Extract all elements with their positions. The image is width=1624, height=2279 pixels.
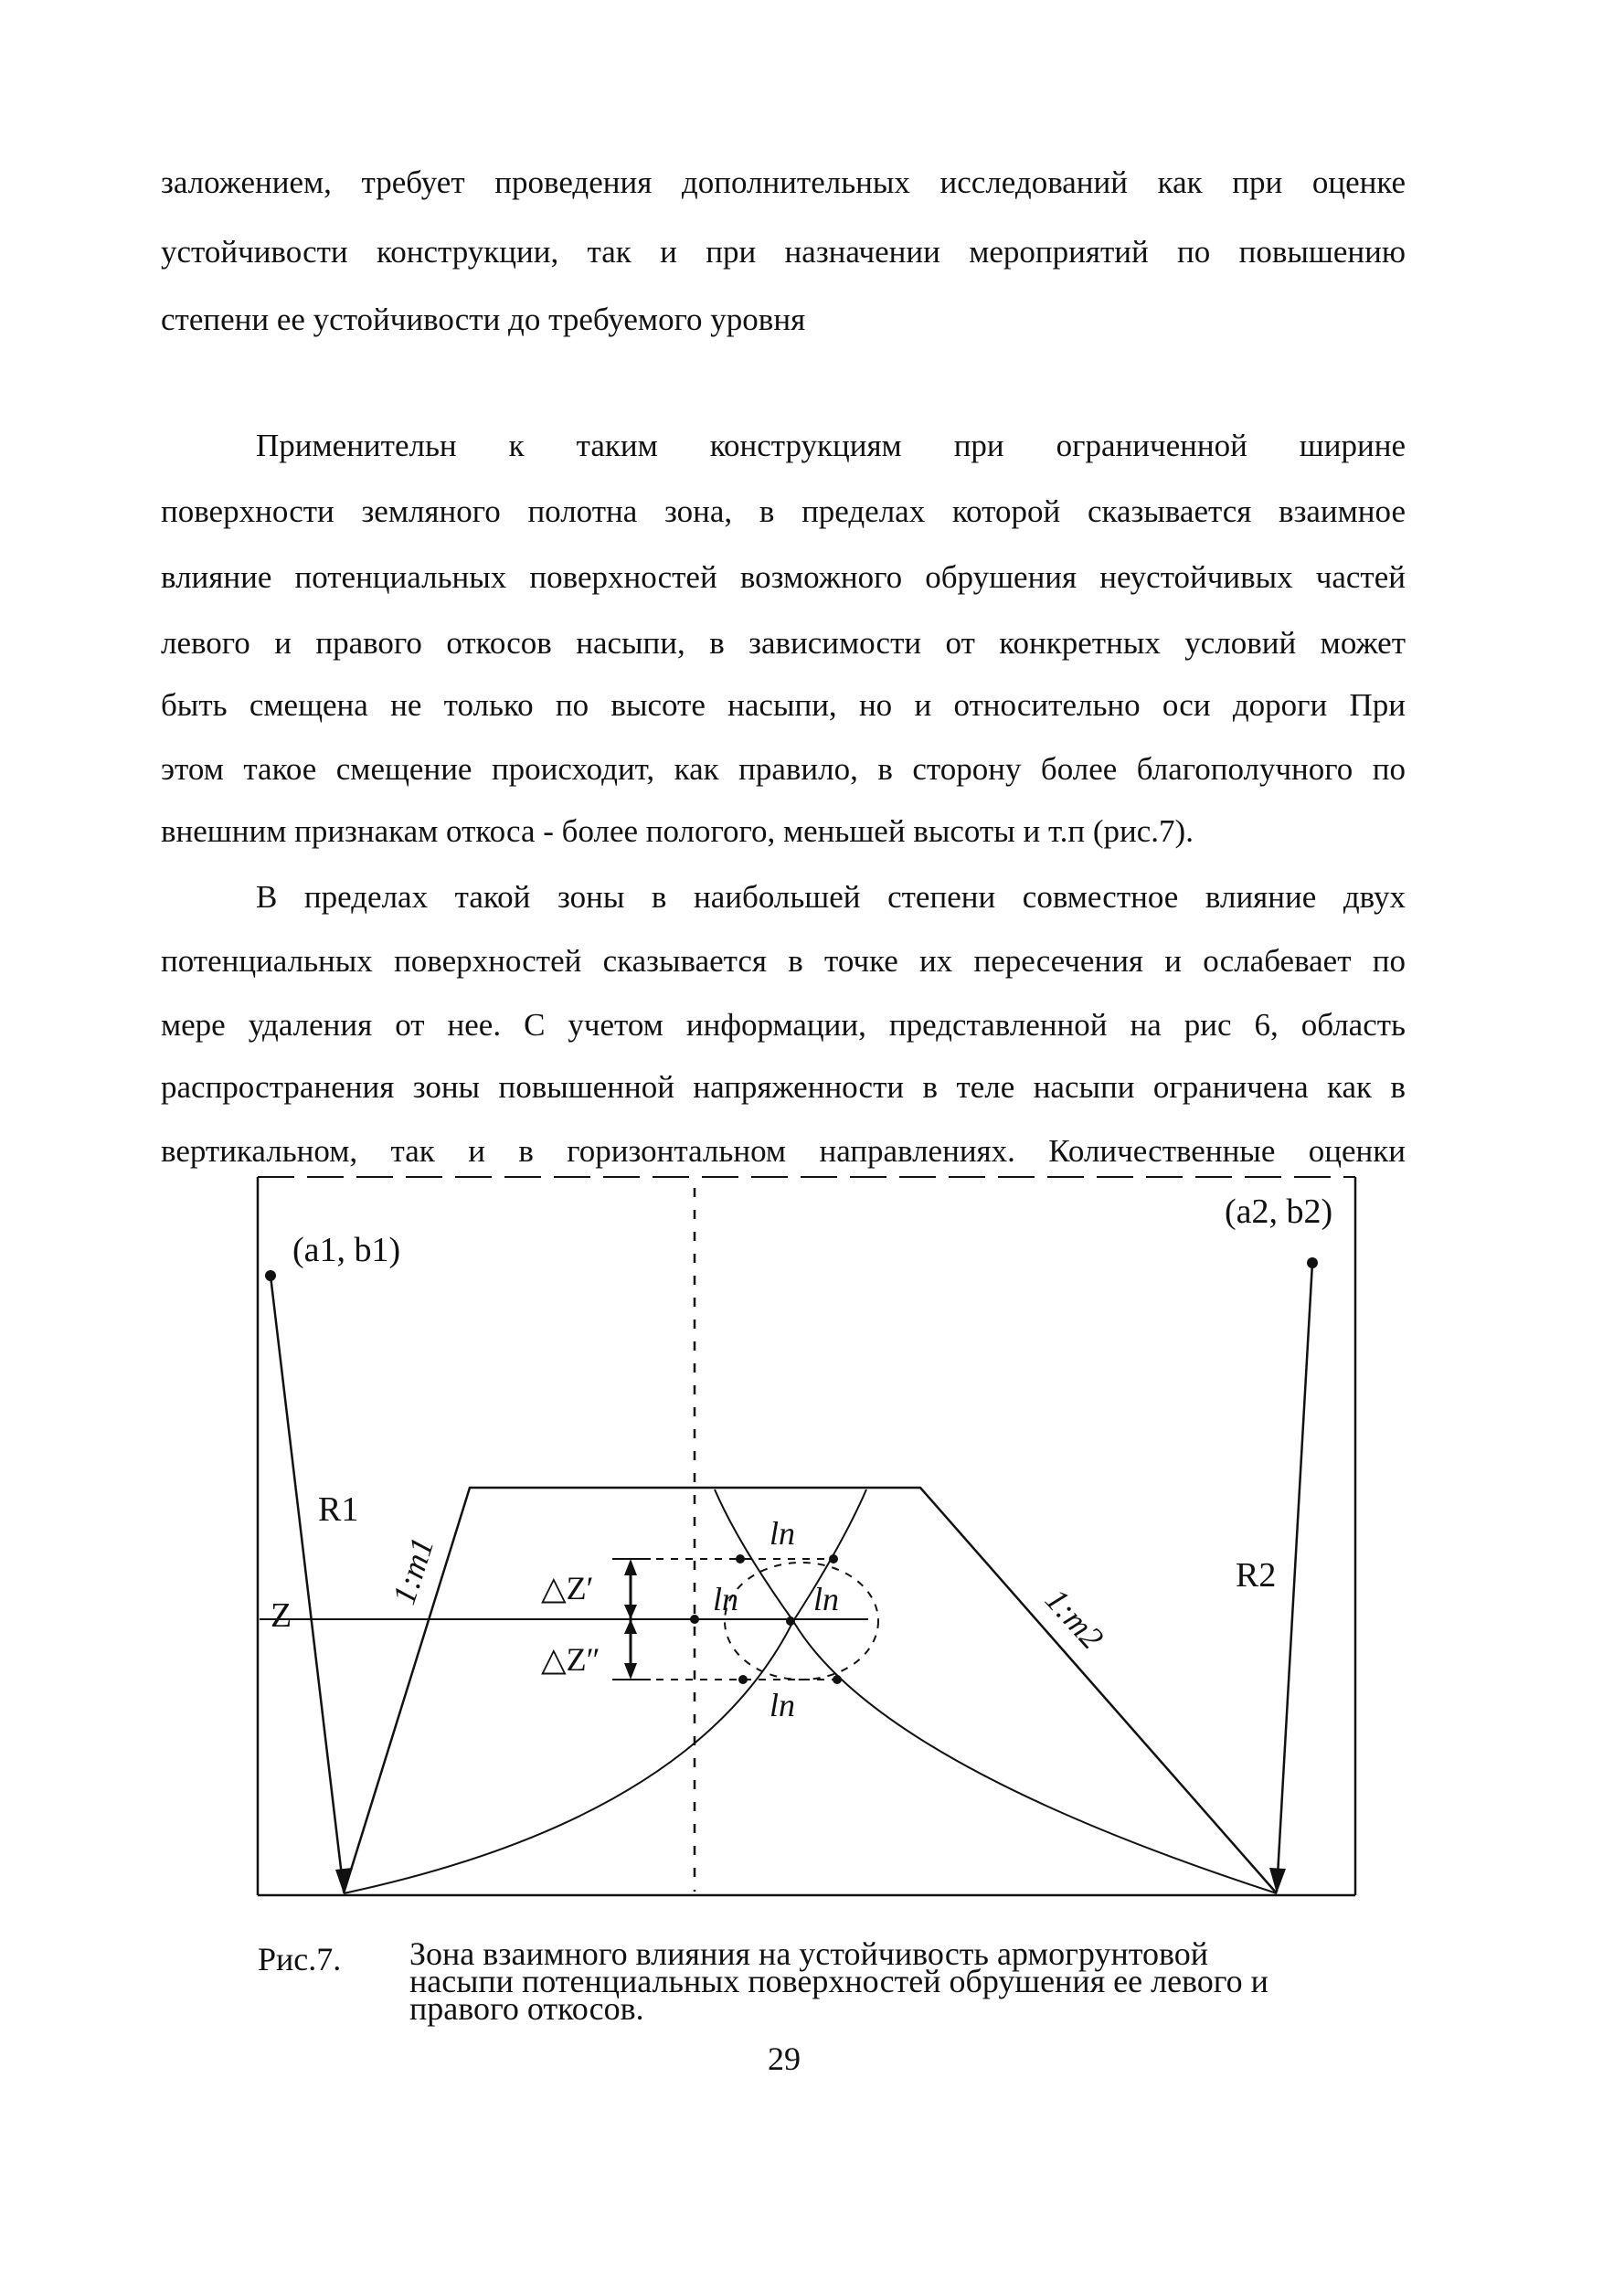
label-ln-bottom: ln	[770, 1687, 796, 1723]
caption-line-2: насыпи потенциальных поверхностей обрушения ее левого и	[409, 1963, 1268, 1999]
p2-line-1: Применительн к таким конструкциям при ограниченной ширине	[256, 428, 1406, 463]
point-upper-left	[736, 1554, 745, 1564]
p2-line-2: поверхности земляного полотна зона, в пределах которой сказывается взаимное	[161, 493, 1406, 529]
label-delta-z-double-prime: △Z″	[541, 1641, 600, 1678]
p2-line-4: левого и правого откосов насыпи, в зависимости от конкретных условий может	[161, 625, 1406, 661]
dz-arrow-up-head	[624, 1559, 637, 1575]
label-a1b1: (a1, b1)	[292, 1231, 401, 1269]
caption-line-1: Зона взаимного влияния на устойчивость армогрунтовой	[409, 1935, 1209, 1972]
label-r1: R1	[318, 1490, 359, 1529]
caption-label: Рис.7.	[258, 1941, 342, 1977]
p2-line-7: внешним признакам откоса - более пологого, меньшей высоты и т.п (рис.7).	[161, 813, 1194, 849]
p3-line-5: вертикальном, так и в горизонтальном направлениях. Количественные оценки	[161, 1133, 1406, 1169]
label-ln-top: ln	[770, 1515, 796, 1552]
p2-line-3: влияние потенциальных поверхностей возможного обрушения неустойчивых частей	[161, 559, 1406, 595]
p2-line-6: этом такое смещение происходит, как правило, в сторону более благополучного по	[161, 751, 1406, 787]
dz-arrow-down-head	[624, 1663, 637, 1680]
point-lower-left	[738, 1675, 748, 1684]
p3-line-2: потенциальных поверхностей сказывается в точке их пересечения и ослабевает по	[161, 943, 1406, 979]
slip-surface-right	[715, 1489, 1277, 1893]
p3-line-4: распространения зоны повышенной напряженности в теле насыпи ограничена как в	[161, 1069, 1406, 1105]
p1-line-1: заложением, требует проведения дополнительных исследований как при оценке	[161, 164, 1406, 200]
point-intersection	[786, 1616, 795, 1626]
label-slope-1: 1:m1	[385, 1532, 441, 1609]
p1-line-2: устойчивости конструкции, так и при назначении мероприятий по повышению	[161, 234, 1406, 270]
radius-r1-line	[271, 1276, 344, 1892]
point-lower-right	[833, 1675, 842, 1684]
label-r2: R2	[1236, 1556, 1277, 1595]
dz-arrow-mid-up-head	[624, 1619, 637, 1634]
p1-line-3: степени ее устойчивости до требуемого уровня	[161, 302, 806, 337]
interaction-zone-circle	[725, 1563, 878, 1680]
dz-arrow-mid-down-head	[624, 1605, 637, 1619]
p2-line-5: быть смещена не только по высоте насыпи, но и относительно оси дороги При	[161, 687, 1406, 723]
radius-r2-line	[1277, 1263, 1312, 1892]
embankment-outline	[344, 1488, 1277, 1893]
page-number: 29	[768, 2040, 801, 2077]
p3-line-1: В пределах такой зоны в наибольшей степени совместное влияние двух	[256, 879, 1406, 915]
label-z: Z	[271, 1596, 292, 1635]
label-a2b2: (a2, b2)	[1225, 1192, 1333, 1231]
point-center-axis	[690, 1615, 699, 1624]
label-slope-2: 1:m2	[1038, 1581, 1111, 1657]
label-ln-left: ln	[713, 1581, 739, 1617]
label-delta-z-prime: △Z′	[541, 1570, 594, 1606]
p3-line-3: мере удаления от нее. С учетом информации, представленной на рис 6, область	[161, 1007, 1406, 1043]
point-upper-right	[829, 1554, 838, 1564]
point-a2b2	[1307, 1257, 1318, 1268]
point-a1b1	[265, 1270, 276, 1281]
caption-line-3: правого откосов.	[409, 1990, 644, 2027]
label-ln-right: ln	[813, 1581, 840, 1617]
r1-arrowhead	[335, 1868, 353, 1893]
